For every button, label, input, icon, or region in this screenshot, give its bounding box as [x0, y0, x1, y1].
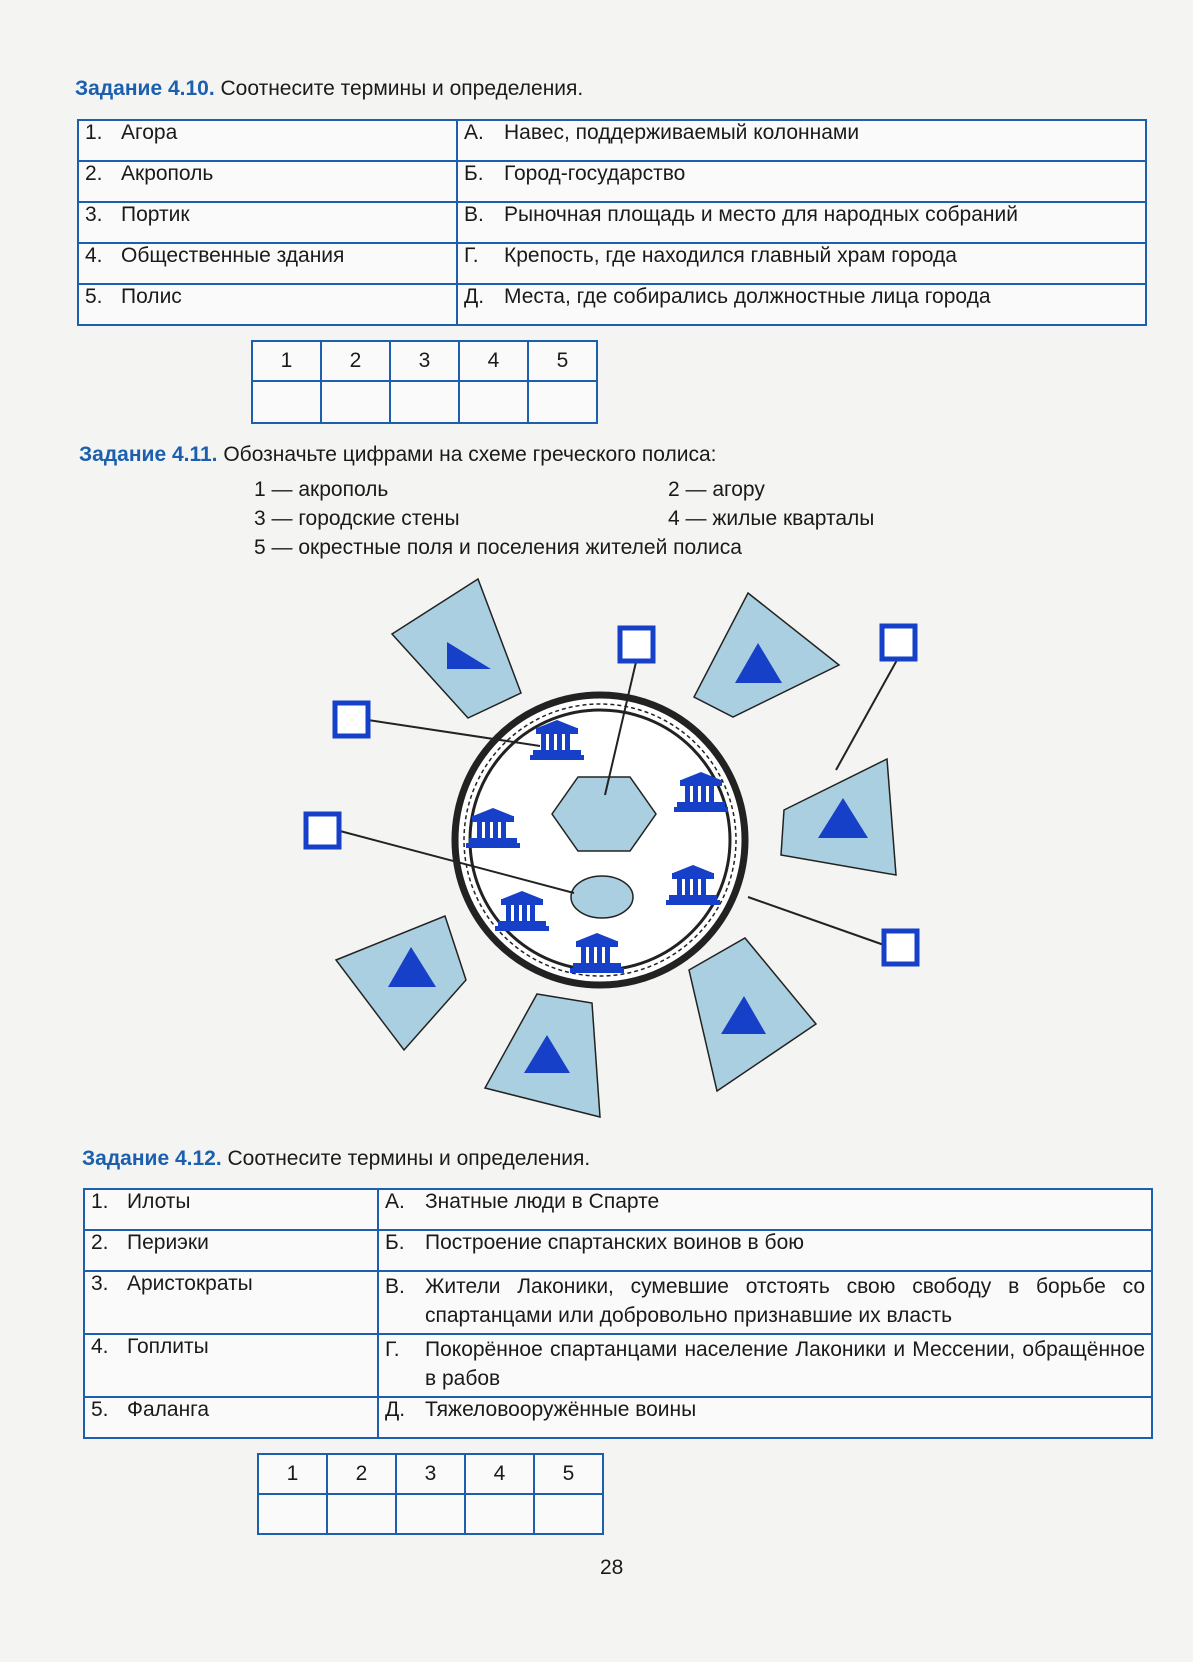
answer-header: 3	[390, 341, 459, 381]
answer-header: 1	[258, 1454, 327, 1494]
definition-index: Г.	[464, 244, 479, 267]
definition-label: Тяжеловооружённые воины	[425, 1398, 697, 1421]
answer-box-icon[interactable]	[882, 626, 915, 659]
term-label: Аристократы	[127, 1272, 253, 1295]
definition-index: Д.	[385, 1398, 406, 1421]
definition-index: Б.	[385, 1231, 405, 1254]
term-index: 1.	[85, 121, 103, 144]
term-index: 5.	[85, 285, 103, 308]
definition-label: Знатные люди в Спарте	[425, 1190, 660, 1213]
ellipse-icon	[571, 876, 633, 918]
term-cell	[84, 1230, 378, 1271]
answer-cell[interactable]	[327, 1494, 396, 1534]
term-index: 2.	[85, 162, 103, 185]
term-cell	[84, 1397, 378, 1438]
definition-label: Навес, поддерживаемый колоннами	[504, 121, 860, 144]
field-sector	[781, 759, 896, 875]
legend-item: 1 — акрополь	[254, 478, 389, 501]
definition-cell	[378, 1271, 1152, 1334]
definition-index: Г.	[385, 1338, 400, 1361]
term-label: Фаланга	[127, 1398, 210, 1421]
answer-box-icon[interactable]	[306, 814, 339, 847]
term-label: Гоплиты	[127, 1335, 209, 1358]
answer-box-icon[interactable]	[335, 703, 368, 736]
definition-index: Д.	[464, 285, 485, 308]
definition-label: Места, где собирались должностные лица города	[504, 285, 991, 308]
definition-label: Покорённое спартанцами население Лаконики и Мессении, обращённое в рабов	[425, 1338, 1145, 1390]
definition-index: В.	[385, 1275, 405, 1298]
term-index: 1.	[91, 1190, 109, 1213]
term-label: Илоты	[127, 1190, 191, 1213]
answer-box-icon[interactable]	[620, 628, 653, 661]
answer-header: 2	[327, 1454, 396, 1494]
definition-cell	[378, 1397, 1152, 1438]
term-index: 2.	[91, 1231, 109, 1254]
term-index: 4.	[91, 1335, 109, 1358]
definition-label: Город-государство	[504, 162, 686, 185]
task-number: Задание 4.11.	[79, 443, 218, 466]
definition-index: А.	[464, 121, 484, 144]
answer-cell[interactable]	[534, 1494, 603, 1534]
term-cell	[84, 1271, 378, 1334]
term-cell	[84, 1189, 378, 1230]
definition-cell	[378, 1189, 1152, 1230]
answer-header: 5	[534, 1454, 603, 1494]
answer-cell[interactable]	[396, 1494, 465, 1534]
term-label: Портик	[121, 203, 190, 226]
answer-cell[interactable]	[258, 1494, 327, 1534]
answer-header: 4	[465, 1454, 534, 1494]
legend-item: 3 — городские стены	[254, 507, 460, 530]
answer-header: 2	[321, 341, 390, 381]
task-number: Задание 4.10.	[75, 77, 215, 100]
task-text: Соотнесите термины и определения.	[220, 77, 584, 100]
task-text: Обозначьте цифрами на схеме греческого полиса:	[223, 443, 717, 466]
term-index: 3.	[85, 203, 103, 226]
definition-index: В.	[464, 203, 484, 226]
legend-item: 2 — агору	[668, 478, 765, 501]
term-label: Агора	[121, 121, 178, 144]
definition-index: Б.	[464, 162, 484, 185]
terms-table-4-12	[83, 1188, 1153, 1439]
term-cell	[84, 1334, 378, 1397]
term-label: Общественные здания	[121, 244, 345, 267]
term-label: Полис	[121, 285, 182, 308]
answer-cell[interactable]	[465, 1494, 534, 1534]
definition-label: Крепость, где находился главный храм города	[504, 244, 957, 267]
definition-label: Жители Лаконики, сумевшие отстоять свою свободу в борьбе со спартанцами или добровольно признавшие их власть	[425, 1275, 1145, 1327]
answer-box-icon[interactable]	[884, 931, 917, 964]
field-sector	[689, 938, 816, 1091]
task-number: Задание 4.12.	[82, 1147, 222, 1170]
legend-item: 5 — окрестные поля и поселения жителей полиса	[254, 536, 742, 559]
field-sector	[392, 579, 521, 718]
term-index: 5.	[91, 1398, 109, 1421]
task-4-12-title	[82, 1147, 590, 1171]
page-number: 28	[600, 1556, 624, 1579]
term-label: Периэки	[127, 1231, 209, 1254]
term-label: Акрополь	[121, 162, 214, 185]
answer-grid-4-12	[257, 1453, 604, 1535]
answer-header: 5	[528, 341, 597, 381]
field-sector	[694, 593, 839, 717]
definition-label: Рыночная площадь и место для народных собраний	[504, 203, 1018, 226]
definition-index: А.	[385, 1190, 405, 1213]
field-sector	[485, 994, 600, 1117]
answer-header: 4	[459, 341, 528, 381]
definition-label: Построение спартанских воинов в бою	[425, 1231, 804, 1254]
task-text: Соотнесите термины и определения.	[227, 1147, 591, 1170]
term-index: 4.	[85, 244, 103, 267]
definition-cell	[378, 1230, 1152, 1271]
legend-item: 4 — жилые кварталы	[668, 507, 875, 530]
answer-header: 3	[396, 1454, 465, 1494]
answer-header: 1	[252, 341, 321, 381]
field-sector	[336, 916, 466, 1050]
definition-cell	[378, 1334, 1152, 1397]
term-index: 3.	[91, 1272, 109, 1295]
